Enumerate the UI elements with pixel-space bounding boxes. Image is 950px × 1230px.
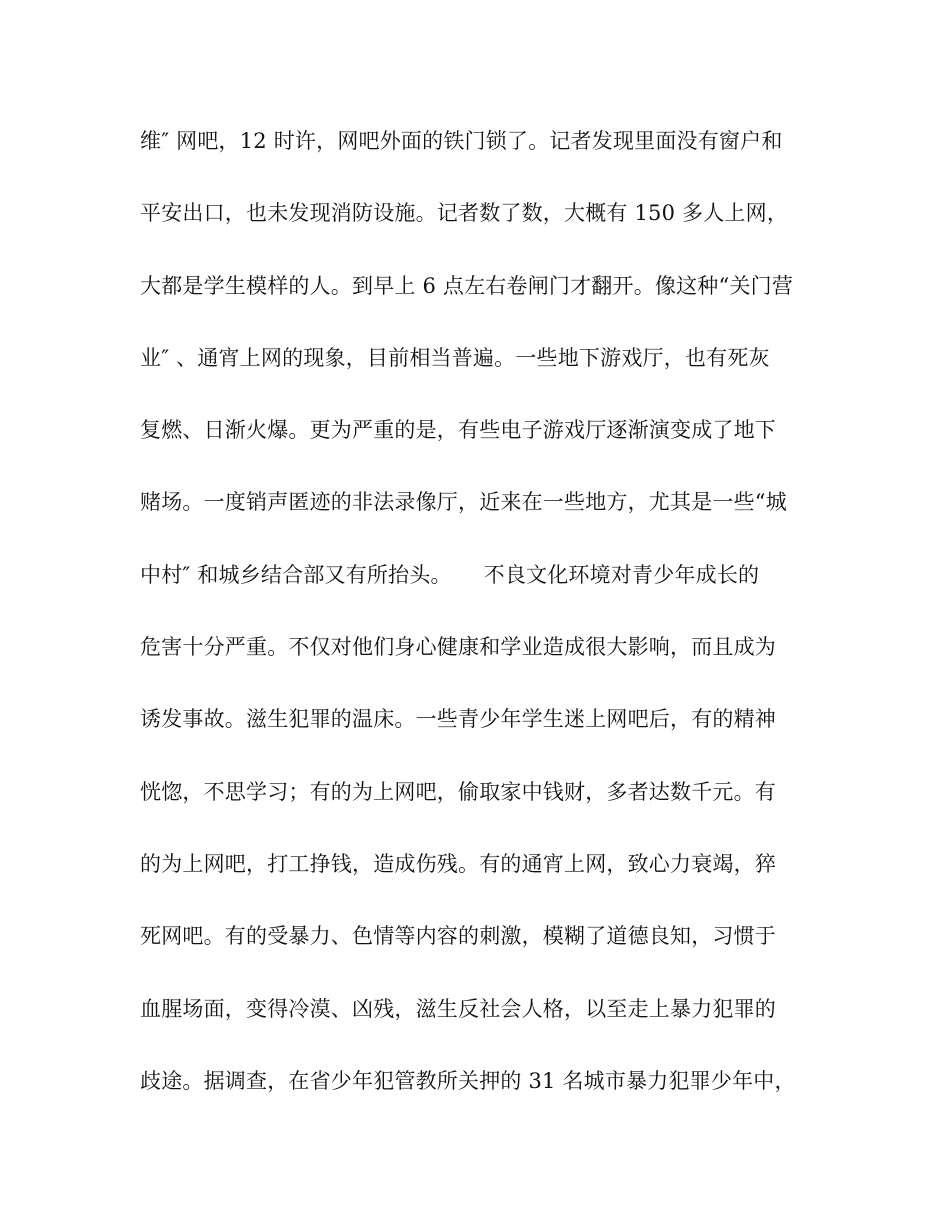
text-line-1: 维″ 网吧，12 时许，网吧外面的铁门锁了。记者发现里面没有窗户和: [140, 129, 783, 153]
text-line-6: 赌场。一度销声匿迹的非法录像厅，近来在一些地方，尤其是一些“城: [140, 490, 787, 515]
text-line-12: 死网吧。有的受暴力、色情等内容的刺激，模糊了道德良知，习惯于: [140, 924, 776, 949]
text-line-11: 的为上网吧，打工挣钱，造成伤残。有的通宵上网，致心力衰竭，猝: [140, 851, 776, 876]
text-line-4: 业″ 、通宵上网的现象，目前相当普遍。一些地下游戏厅，也有死灰: [140, 345, 770, 370]
text-line-8: 危害十分严重。不仅对他们身心健康和学业造成很大影响，而且成为: [140, 635, 776, 660]
text-line-7: 中村″ 和城乡结合部又有所抬头。 不良文化环境对青少年成长的: [140, 562, 760, 587]
body-text: [140, 120, 820, 1132]
text-line-10: 恍惚，不思学习；有的为上网吧，偷取家中钱财，多者达数千元。有: [140, 779, 776, 804]
text-line-9: 诱发事故。滋生犯罪的温床。一些青少年学生迷上网吧后，有的精神: [140, 707, 776, 732]
text-line-14: 歧途。据调查，在省少年犯管教所关押的 31 名城市暴力犯罪少年中，: [140, 1068, 796, 1093]
text-line-5: 复燃、日渐火爆。更为严重的是，有些电子游戏厅逐渐演变成了地下: [140, 418, 776, 443]
text-line-3: 大都是学生模样的人。到早上 6 点左右卷闸门才翻开。像这种“关门营: [140, 273, 794, 298]
text-line-2: 平安出口，也未发现消防设施。记者数了数，大概有 150 多人上网，: [140, 201, 789, 226]
text-line-13: 血腥场面，变得冷漠、凶残，滋生反社会人格，以至走上暴力犯罪的: [140, 996, 776, 1021]
